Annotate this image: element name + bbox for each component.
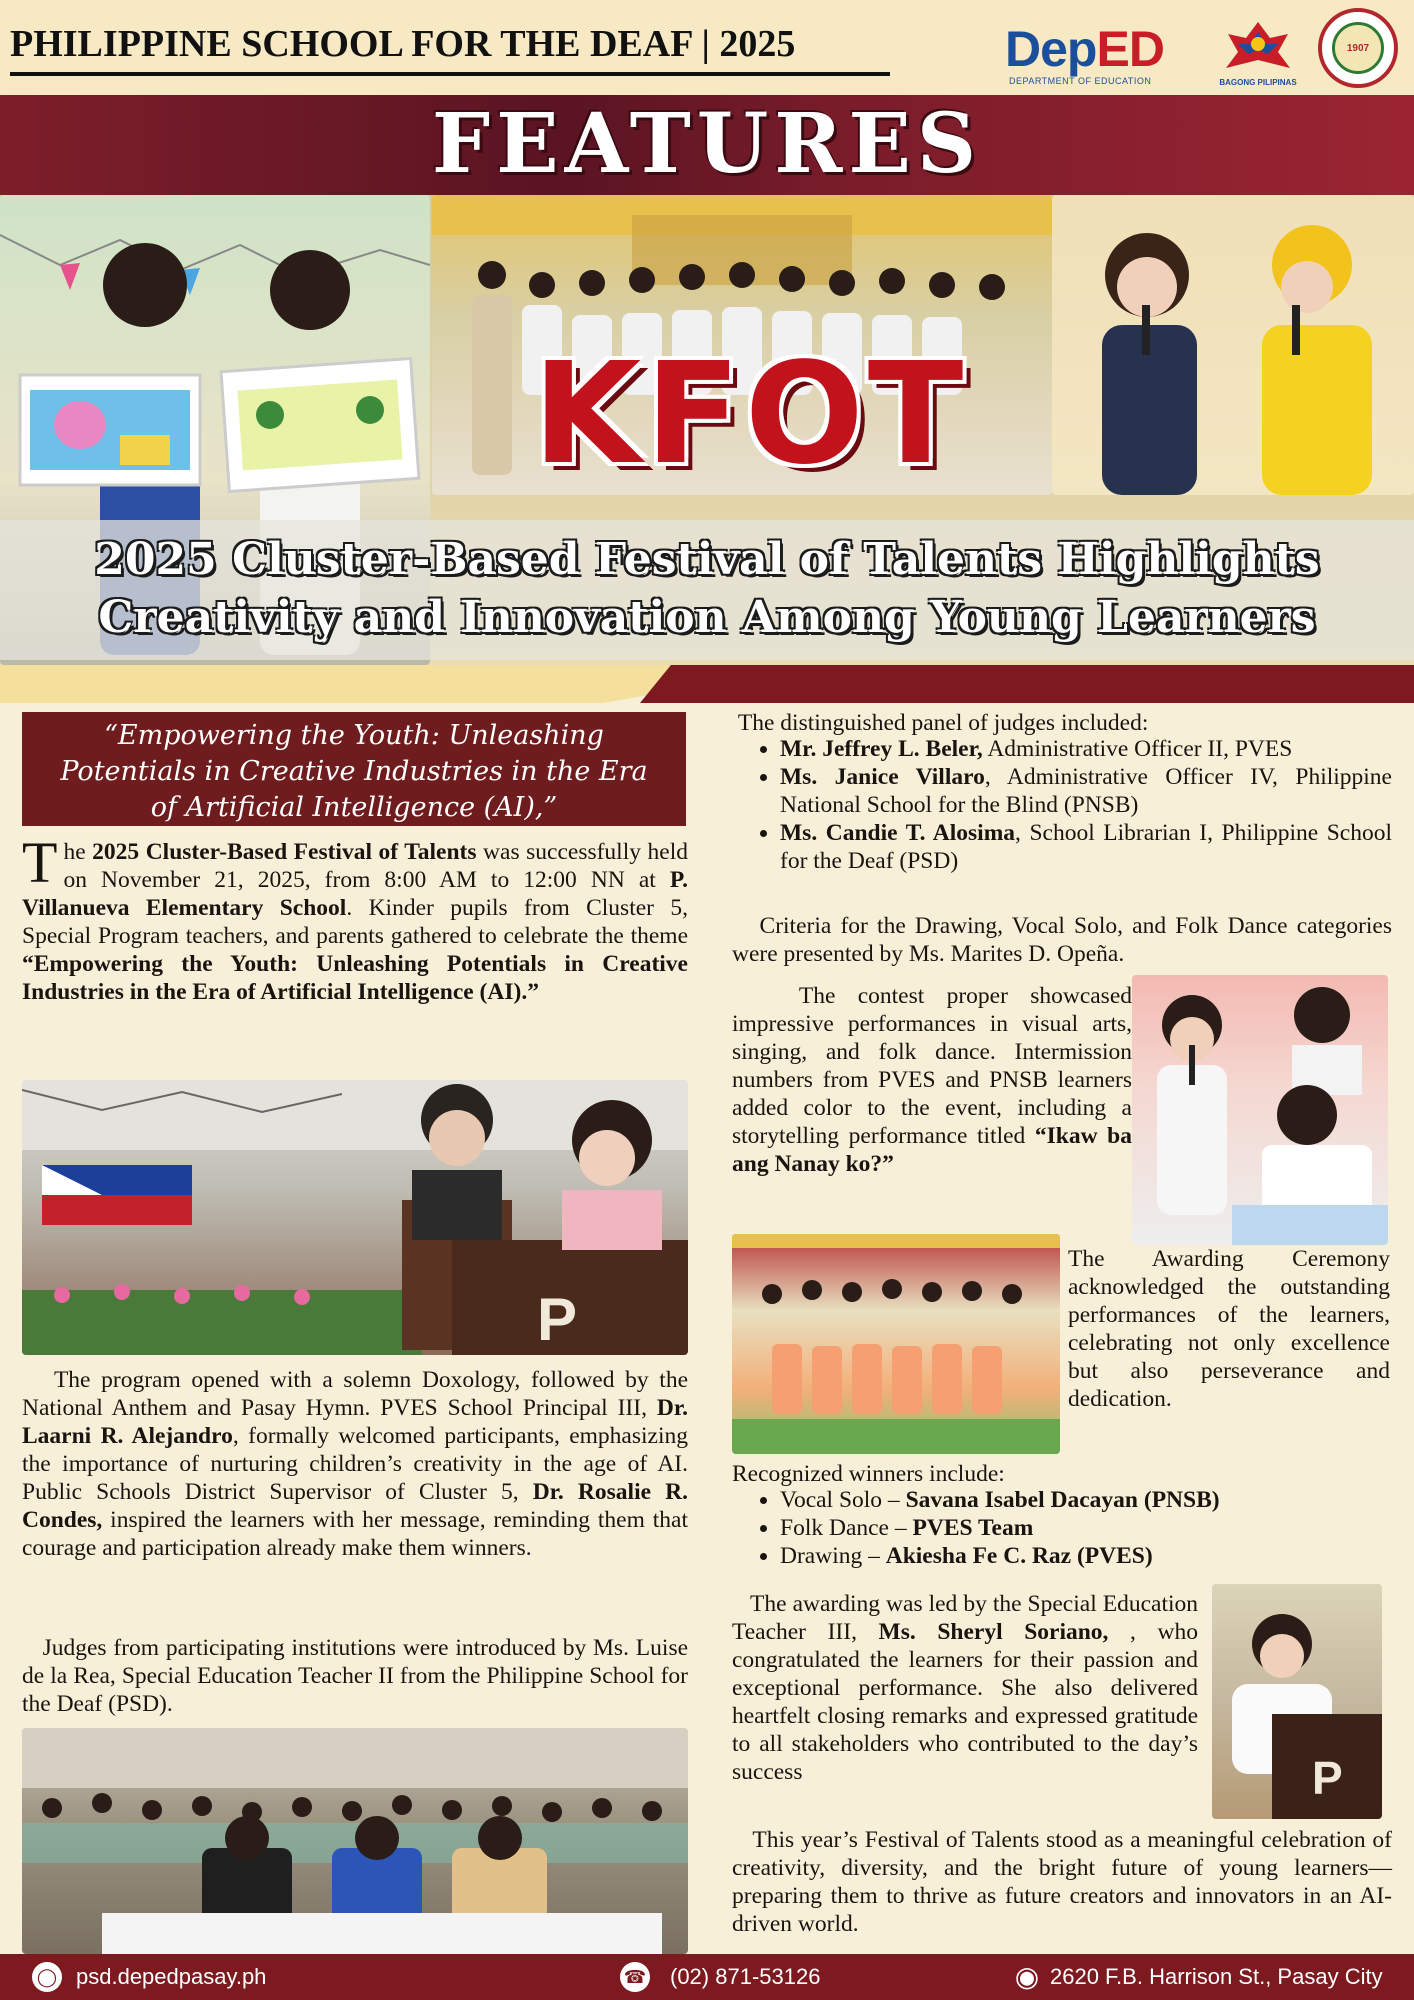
paragraph-closing: This year’s Festival of Talents stood as a meaningful celebration of creativity, diversity, and the bright future of young learners—preparing them to thrive as future creators and innovators in an AI-driven world. <box>732 1827 1392 1937</box>
photo-opening-program <box>22 1080 688 1355</box>
seal-year: 1907 <box>1346 43 1370 54</box>
judge-item: • Ms. Janice Villaro, Administrative Officer IV, Philippine National School for the Blind (PNSB) <box>780 763 1392 819</box>
kfot-title: KFOT <box>532 333 968 496</box>
photo-speaker <box>1212 1584 1382 1819</box>
bagong-pilipinas-logo <box>1218 14 1298 90</box>
judges-list <box>732 735 1392 875</box>
headline-line-2: Creativity and Innovation Among Young Learners <box>98 592 1316 643</box>
winner-item: • Folk Dance – PVES Team <box>780 1514 1392 1542</box>
svg-text:P: P <box>1312 1752 1343 1804</box>
paragraph-intro: The 2025 Cluster-Based Festival of Talents was successfully held on November 21, 2025, from 8:00 AM to 12:00 NN at P. Villanueva Elementary School. Kinder pupils from Cluster 5, Special Program teachers, and parents gathered to celebrate the theme “Empowering the Youth: Unleashing Potentials in Creative Industries in the Era of Artificial Intelligence (AI).” <box>22 830 688 1005</box>
theme-line-1: “Empowering the Youth: Unleashing <box>104 720 604 751</box>
school-seal <box>1318 8 1398 88</box>
photo-singer-and-drawer <box>1132 975 1388 1245</box>
paragraph-program: The program opened with a solemn Doxology, followed by the National Anthem and Pasay Hymn. PVES School Principal III, Dr. Laarni R. Alejandro, formally welcomed participants, emphasizing the importance of nurturing children’s creativity in the age of AI. Public Schools District Supervisor of Cluster 5, Dr. Rosalie R. Condes, inspired the learners with her message, reminding them that courage and participation already make them winners. <box>22 1367 688 1561</box>
phone-icon: ☎ <box>620 1962 650 1992</box>
winners-heading: Recognized winners include: <box>732 1461 1005 1487</box>
bagong-pilipinas-caption: BAGONG PILIPINAS <box>1219 78 1297 87</box>
paragraph-judges-intro: Judges from participating institutions were introduced by Ms. Luise de la Rea, Special Education Teacher II from the Philippine School for the Deaf (PSD). <box>22 1635 689 1717</box>
footer-address: 2620 F.B. Harrison St., Pasay City <box>1050 1964 1383 1989</box>
globe-icon: ◯ <box>32 1962 62 1992</box>
judge-item: • Mr. Jeffrey L. Beler, Administrative Officer II, PVES <box>780 735 1392 763</box>
hero-photo-singers <box>1052 195 1414 495</box>
title-underline <box>10 72 890 76</box>
deped-logo-dep: Dep <box>1005 21 1097 77</box>
paragraph-contest: The contest proper showcased impressive performances in visual arts, singing, and folk dance. Intermission numbers from PVES and PNSB learners added color to the event, including a storytelling performance titled “Ikaw ba ang Nanay ko?” <box>732 983 1133 1177</box>
judge-item: • Ms. Candie T. Alosima, School Librarian I, Philippine School for the Deaf (PSD) <box>780 819 1392 875</box>
photo-folk-dancers <box>732 1234 1060 1454</box>
winners-list <box>732 1486 1392 1570</box>
footer-bar <box>0 1954 1414 2000</box>
deped-logo-caption: DEPARTMENT OF EDUCATION <box>1009 76 1152 86</box>
judges-heading: The distinguished panel of judges included: <box>737 710 1149 736</box>
location-pin-icon: ◉ <box>1014 1961 1040 1992</box>
svg-text:P: P <box>537 1286 578 1353</box>
theme-line-2: Potentials in Creative Industries in the Era <box>60 756 648 787</box>
deped-logo <box>1005 20 1200 90</box>
section-title: FEATURES <box>431 96 983 192</box>
divider-stripe-maroon <box>640 665 1414 703</box>
school-title: PHILIPPINE SCHOOL FOR THE DEAF | 2025 <box>10 23 796 65</box>
deped-logo-ed: ED <box>1096 21 1164 77</box>
footer-website[interactable]: psd.depedpasay.ph <box>76 1964 267 1989</box>
winner-item: • Vocal Solo – Savana Isabel Dacayan (PNSB) <box>780 1486 1392 1514</box>
drop-cap: T <box>22 830 58 895</box>
paragraph-criteria: Criteria for the Drawing, Vocal Solo, and Folk Dance categories were presented by Ms. Marites D. Opeña. <box>732 913 1392 967</box>
photo-audience <box>22 1728 688 1954</box>
theme-line-3: of Artificial Intelligence (AI),” <box>150 792 558 823</box>
winner-item: • Drawing – Akiesha Fe C. Raz (PVES) <box>780 1542 1392 1570</box>
theme-quote-box <box>22 712 686 826</box>
paragraph-awarding-led: The awarding was led by the Special Education Teacher III, Ms. Sheryl Soriano, , who congratulated the learners for their passion and exceptional performance. She also delivered heartfelt closing remarks and expressed gratitude to all stakeholders who contributed to the day’s success <box>732 1591 1199 1785</box>
paragraph-awarding: The Awarding Ceremony acknowledged the outstanding performances of the learners, celebrating not only excellence but also perseverance and dedication. <box>1068 1246 1390 1412</box>
footer-phone[interactable]: (02) 871-53126 <box>670 1964 821 1989</box>
headline-line-1: 2025 Cluster-Based Festival of Talents Highlights <box>94 534 1320 585</box>
